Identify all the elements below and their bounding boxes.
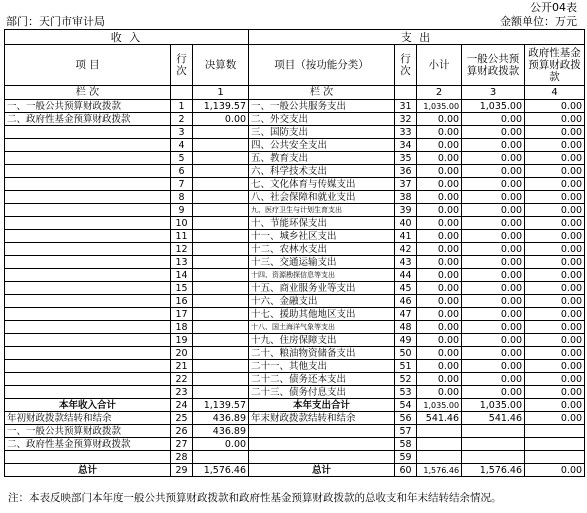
subtotal: 0.00 [417, 113, 462, 126]
gov-fund: 0.00 [525, 152, 585, 165]
amount [193, 334, 249, 347]
label-row-cell-2: 栏 次 [249, 86, 395, 100]
expense-item: 六、科学技术支出 [249, 165, 395, 178]
table-row [5, 230, 585, 243]
expense-item [249, 425, 395, 438]
label-row-cell: 栏 次 [5, 86, 171, 100]
gov-fund: 0.00 [525, 321, 585, 334]
subtotal: 0.00 [417, 269, 462, 282]
row-no2: 57 [395, 425, 417, 438]
general-budget: 0.00 [462, 386, 525, 399]
general-budget: 0.00 [462, 308, 525, 321]
row-no2: 31 [395, 100, 417, 113]
table-row [5, 282, 585, 295]
row-no: 25 [171, 412, 193, 425]
row-no: 24 [171, 399, 193, 412]
expense-item: 七、文化体育与传媒支出 [249, 178, 395, 191]
expense-item: 二十、粮油物资储备支出 [249, 347, 395, 360]
expense-item: 三、国防支出 [249, 126, 395, 139]
amount: 0.00 [193, 113, 249, 126]
amount [193, 230, 249, 243]
general-budget: 1,035.00 [462, 399, 525, 412]
row-no2: 56 [395, 412, 417, 425]
gov-fund: 0.00 [525, 217, 585, 230]
table-row [5, 425, 585, 438]
amount: 1,576.46 [193, 464, 249, 477]
subtotal: 0.00 [417, 308, 462, 321]
general-budget [462, 438, 525, 451]
general-budget: 0.00 [462, 347, 525, 360]
unit-label: 金额单位：万元 [500, 15, 577, 28]
row-no: 23 [171, 386, 193, 399]
gov-fund: 0.00 [525, 464, 585, 477]
general-budget: 0.00 [462, 204, 525, 217]
general-budget: 0.00 [462, 321, 525, 334]
index-blank [171, 86, 193, 100]
row-no: 5 [171, 152, 193, 165]
subtotal-header: 小计 [417, 45, 462, 86]
amount: 436.89 [193, 425, 249, 438]
table-row [5, 243, 585, 256]
gov-fund: 0.00 [525, 243, 585, 256]
row-no: 16 [171, 295, 193, 308]
general-budget: 0.00 [462, 178, 525, 191]
amount [193, 347, 249, 360]
row-no2: 48 [395, 321, 417, 334]
grand-total-label: 总计 [5, 464, 171, 477]
general-budget-header: 一般公共预算财政拨款 [462, 45, 525, 86]
gov-fund: 0.00 [525, 399, 585, 412]
expense-item: 二十一、其他支出 [249, 360, 395, 373]
row-no2: 52 [395, 373, 417, 386]
expense-item: 十八、国土海洋气象等支出 [249, 321, 395, 334]
financial-table [4, 29, 585, 477]
expense-group-header: 支 出 [249, 30, 585, 45]
gov-fund: 0.00 [525, 308, 585, 321]
income-group-header: 收 入 [5, 30, 249, 45]
row-no2: 39 [395, 204, 417, 217]
amount [193, 295, 249, 308]
table-row [5, 113, 585, 126]
income-item: 二、政府性基金预算财政拨款 [5, 438, 171, 451]
row-no: 11 [171, 230, 193, 243]
subtotal: 0.00 [417, 321, 462, 334]
income-item [5, 295, 171, 308]
general-budget: 0.00 [462, 282, 525, 295]
table-row [5, 360, 585, 373]
group-header-row [5, 30, 585, 45]
table-row [5, 451, 585, 464]
amount [193, 152, 249, 165]
subtotal [417, 425, 462, 438]
subtotal: 1,035.00 [417, 399, 462, 412]
gov-fund: 0.00 [525, 100, 585, 113]
amount [193, 360, 249, 373]
income-item [5, 282, 171, 295]
income-item [5, 334, 171, 347]
income-item [5, 165, 171, 178]
table-row [5, 165, 585, 178]
expense-item: 十九、住房保障支出 [249, 334, 395, 347]
income-item [5, 204, 171, 217]
gov-fund: 0.00 [525, 360, 585, 373]
general-budget: 0.00 [462, 113, 525, 126]
table-row [5, 334, 585, 347]
gov-fund: 0.00 [525, 230, 585, 243]
general-budget: 0.00 [462, 373, 525, 386]
expense-item: 年末财政拨款结转和结余 [249, 412, 395, 425]
expense-item: 十六、金融支出 [249, 295, 395, 308]
gov-fund-header: 政府性基金预算财政拨款 [525, 45, 585, 86]
row-no2: 37 [395, 178, 417, 191]
amount [193, 139, 249, 152]
income-item [5, 360, 171, 373]
amount [193, 165, 249, 178]
row-no: 2 [171, 113, 193, 126]
row-no: 13 [171, 256, 193, 269]
subtotal: 0.00 [417, 373, 462, 386]
gov-fund: 0.00 [525, 347, 585, 360]
general-budget: 0.00 [462, 191, 525, 204]
subtotal: 1,035.00 [417, 100, 462, 113]
subtotal: 0.00 [417, 282, 462, 295]
income-item [5, 321, 171, 334]
general-budget: 541.46 [462, 412, 525, 425]
amount: 436.89 [193, 412, 249, 425]
expense-item: 二十三、债务付息支出 [249, 386, 395, 399]
amount [193, 269, 249, 282]
gov-fund: 0.00 [525, 139, 585, 152]
table-row [5, 269, 585, 282]
general-budget: 0.00 [462, 139, 525, 152]
amount [193, 204, 249, 217]
row-no-header: 行次 [171, 45, 193, 86]
general-budget [462, 425, 525, 438]
row-no2: 40 [395, 217, 417, 230]
subtotal: 0.00 [417, 217, 462, 230]
gov-fund: 0.00 [525, 113, 585, 126]
row-no2: 38 [395, 191, 417, 204]
gov-fund: 0.00 [525, 178, 585, 191]
amount [193, 178, 249, 191]
row-no: 1 [171, 100, 193, 113]
row-no2: 50 [395, 347, 417, 360]
income-item [5, 152, 171, 165]
general-budget: 0.00 [462, 230, 525, 243]
table-row [5, 178, 585, 191]
subtotal: 0.00 [417, 165, 462, 178]
subtotal: 0.00 [417, 204, 462, 217]
subtotal: 0.00 [417, 243, 462, 256]
income-item [5, 373, 171, 386]
row-no: 3 [171, 126, 193, 139]
income-item: 一、一般公共预算财政拨款 [5, 425, 171, 438]
income-item [5, 256, 171, 269]
row-no: 28 [171, 451, 193, 464]
expense-item: 十、节能环保支出 [249, 217, 395, 230]
income-item [5, 386, 171, 399]
table-row [5, 126, 585, 139]
index-1: 1 [193, 86, 249, 100]
gov-fund [525, 438, 585, 451]
row-no: 29 [171, 464, 193, 477]
row-no: 12 [171, 243, 193, 256]
expense-item [249, 451, 395, 464]
amount [193, 451, 249, 464]
general-budget [462, 451, 525, 464]
subtotal: 0.00 [417, 334, 462, 347]
row-no2: 34 [395, 139, 417, 152]
income-item [5, 347, 171, 360]
general-budget: 0.00 [462, 243, 525, 256]
gov-fund [525, 451, 585, 464]
expense-total-label: 本年支出合计 [249, 399, 395, 412]
row-no: 17 [171, 308, 193, 321]
row-no: 22 [171, 373, 193, 386]
row-no2: 59 [395, 451, 417, 464]
index-2: 2 [417, 86, 462, 100]
table-row [5, 386, 585, 399]
subtotal: 0.00 [417, 347, 462, 360]
row-no: 27 [171, 438, 193, 451]
index-3: 3 [462, 86, 525, 100]
column-header-row [5, 45, 585, 86]
expense-item [249, 438, 395, 451]
grand-total-row [5, 464, 585, 477]
table-row [5, 204, 585, 217]
gov-fund: 0.00 [525, 412, 585, 425]
amount [193, 386, 249, 399]
general-budget: 0.00 [462, 295, 525, 308]
amount: 1,139.57 [193, 100, 249, 113]
general-budget: 0.00 [462, 256, 525, 269]
gov-fund: 0.00 [525, 191, 585, 204]
gov-fund: 0.00 [525, 165, 585, 178]
row-no2: 42 [395, 243, 417, 256]
table-row [5, 256, 585, 269]
income-item: 一、一般公共预算财政拨款 [5, 100, 171, 113]
table-row [5, 295, 585, 308]
row-no: 18 [171, 321, 193, 334]
row-no2: 35 [395, 152, 417, 165]
general-budget: 1,576.46 [462, 464, 525, 477]
subtotal: 0.00 [417, 295, 462, 308]
income-item [5, 269, 171, 282]
income-item: 二、政府性基金预算财政拨款 [5, 113, 171, 126]
row-no: 15 [171, 282, 193, 295]
amount [193, 373, 249, 386]
general-budget: 0.00 [462, 152, 525, 165]
row-no: 9 [171, 204, 193, 217]
expense-item: 一、一般公共服务支出 [249, 100, 395, 113]
row-no: 14 [171, 269, 193, 282]
expense-item: 五、教育支出 [249, 152, 395, 165]
row-no2-header: 行次 [395, 45, 417, 86]
subtotal: 0.00 [417, 152, 462, 165]
grand-total-label-2: 总计 [249, 464, 395, 477]
table-row [5, 321, 585, 334]
expense-item: 十一、城乡社区支出 [249, 230, 395, 243]
income-item [5, 126, 171, 139]
expense-item-header: 项目（按功能分类） [249, 45, 395, 86]
gov-fund: 0.00 [525, 282, 585, 295]
table-row [5, 152, 585, 165]
row-no2: 47 [395, 308, 417, 321]
income-item [5, 230, 171, 243]
amount [193, 126, 249, 139]
subtotal: 541.46 [417, 412, 462, 425]
row-no: 10 [171, 217, 193, 230]
table-row [5, 347, 585, 360]
amount: 1,139.57 [193, 399, 249, 412]
income-item-header: 项 目 [5, 45, 171, 86]
index-blank-2 [395, 86, 417, 100]
row-no: 8 [171, 191, 193, 204]
subtotal: 0.00 [417, 230, 462, 243]
row-no: 19 [171, 334, 193, 347]
subtotal [417, 438, 462, 451]
expense-item: 八、社会保障和就业支出 [249, 191, 395, 204]
row-no2: 36 [395, 165, 417, 178]
expense-item: 四、公共安全支出 [249, 139, 395, 152]
gov-fund: 0.00 [525, 334, 585, 347]
index-row [5, 86, 585, 100]
row-no: 4 [171, 139, 193, 152]
expense-item: 十七、援助其他地区支出 [249, 308, 395, 321]
row-no2: 54 [395, 399, 417, 412]
subtotal [417, 451, 462, 464]
expense-item: 十二、农林水支出 [249, 243, 395, 256]
row-no2: 49 [395, 334, 417, 347]
subtotal: 0.00 [417, 139, 462, 152]
row-no: 6 [171, 165, 193, 178]
amount [193, 243, 249, 256]
expense-item: 十四、资源勘探信息等支出 [249, 269, 395, 282]
expense-item: 十三、交通运输支出 [249, 256, 395, 269]
general-budget: 0.00 [462, 217, 525, 230]
row-no2: 41 [395, 230, 417, 243]
table-row [5, 308, 585, 321]
subtotal: 0.00 [417, 178, 462, 191]
department-label: 部门：天门市审计局 [6, 15, 105, 28]
subtotal: 1,576.46 [417, 464, 462, 477]
expense-item: 二十二、债务还本支出 [249, 373, 395, 386]
gov-fund [525, 425, 585, 438]
gov-fund: 0.00 [525, 204, 585, 217]
table-row [5, 373, 585, 386]
general-budget: 0.00 [462, 334, 525, 347]
gov-fund: 0.00 [525, 269, 585, 282]
index-4: 4 [525, 86, 585, 100]
subtotal: 0.00 [417, 126, 462, 139]
row-no: 20 [171, 347, 193, 360]
row-no2: 33 [395, 126, 417, 139]
income-total-label: 本年收入合计 [5, 399, 171, 412]
amount [193, 191, 249, 204]
final-amount-header: 决算数 [193, 45, 249, 86]
table-row [5, 100, 585, 113]
gov-fund: 0.00 [525, 126, 585, 139]
general-budget: 0.00 [462, 269, 525, 282]
amount: 0.00 [193, 438, 249, 451]
footnote: 注：本表反映部门本年度一般公共预算财政拨款和政府性基金预算财政拨款的总收支和年末结转结余情况。 [8, 492, 502, 504]
expense-item: 十五、商业服务业等支出 [249, 282, 395, 295]
row-no2: 53 [395, 386, 417, 399]
income-item: 年初财政拨款结转和结余 [5, 412, 171, 425]
expense-item: 九、医疗卫生与计划生育支出 [249, 204, 395, 217]
amount [193, 256, 249, 269]
general-budget: 1,035.00 [462, 100, 525, 113]
income-total-row [5, 399, 585, 412]
subtotal: 0.00 [417, 256, 462, 269]
table-row [5, 438, 585, 451]
subtotal: 0.00 [417, 386, 462, 399]
income-item [5, 191, 171, 204]
row-no: 21 [171, 360, 193, 373]
subtotal: 0.00 [417, 360, 462, 373]
form-code: 公开04表 [530, 1, 577, 14]
income-item [5, 217, 171, 230]
table-row [5, 191, 585, 204]
row-no2: 45 [395, 282, 417, 295]
general-budget: 0.00 [462, 165, 525, 178]
income-item [5, 139, 171, 152]
row-no2: 51 [395, 360, 417, 373]
subtotal: 0.00 [417, 191, 462, 204]
income-item [5, 451, 171, 464]
table-row [5, 217, 585, 230]
income-item [5, 308, 171, 321]
expense-item: 二、外交支出 [249, 113, 395, 126]
gov-fund: 0.00 [525, 295, 585, 308]
gov-fund: 0.00 [525, 386, 585, 399]
general-budget: 0.00 [462, 360, 525, 373]
row-no2: 58 [395, 438, 417, 451]
row-no2: 32 [395, 113, 417, 126]
row-no2: 46 [395, 295, 417, 308]
table-row [5, 412, 585, 425]
amount [193, 321, 249, 334]
gov-fund: 0.00 [525, 373, 585, 386]
income-item [5, 243, 171, 256]
amount [193, 282, 249, 295]
row-no2: 43 [395, 256, 417, 269]
row-no2: 44 [395, 269, 417, 282]
table-row [5, 139, 585, 152]
row-no: 7 [171, 178, 193, 191]
amount [193, 308, 249, 321]
row-no2: 60 [395, 464, 417, 477]
amount [193, 217, 249, 230]
row-no: 26 [171, 425, 193, 438]
income-item [5, 178, 171, 191]
gov-fund: 0.00 [525, 256, 585, 269]
general-budget: 0.00 [462, 126, 525, 139]
